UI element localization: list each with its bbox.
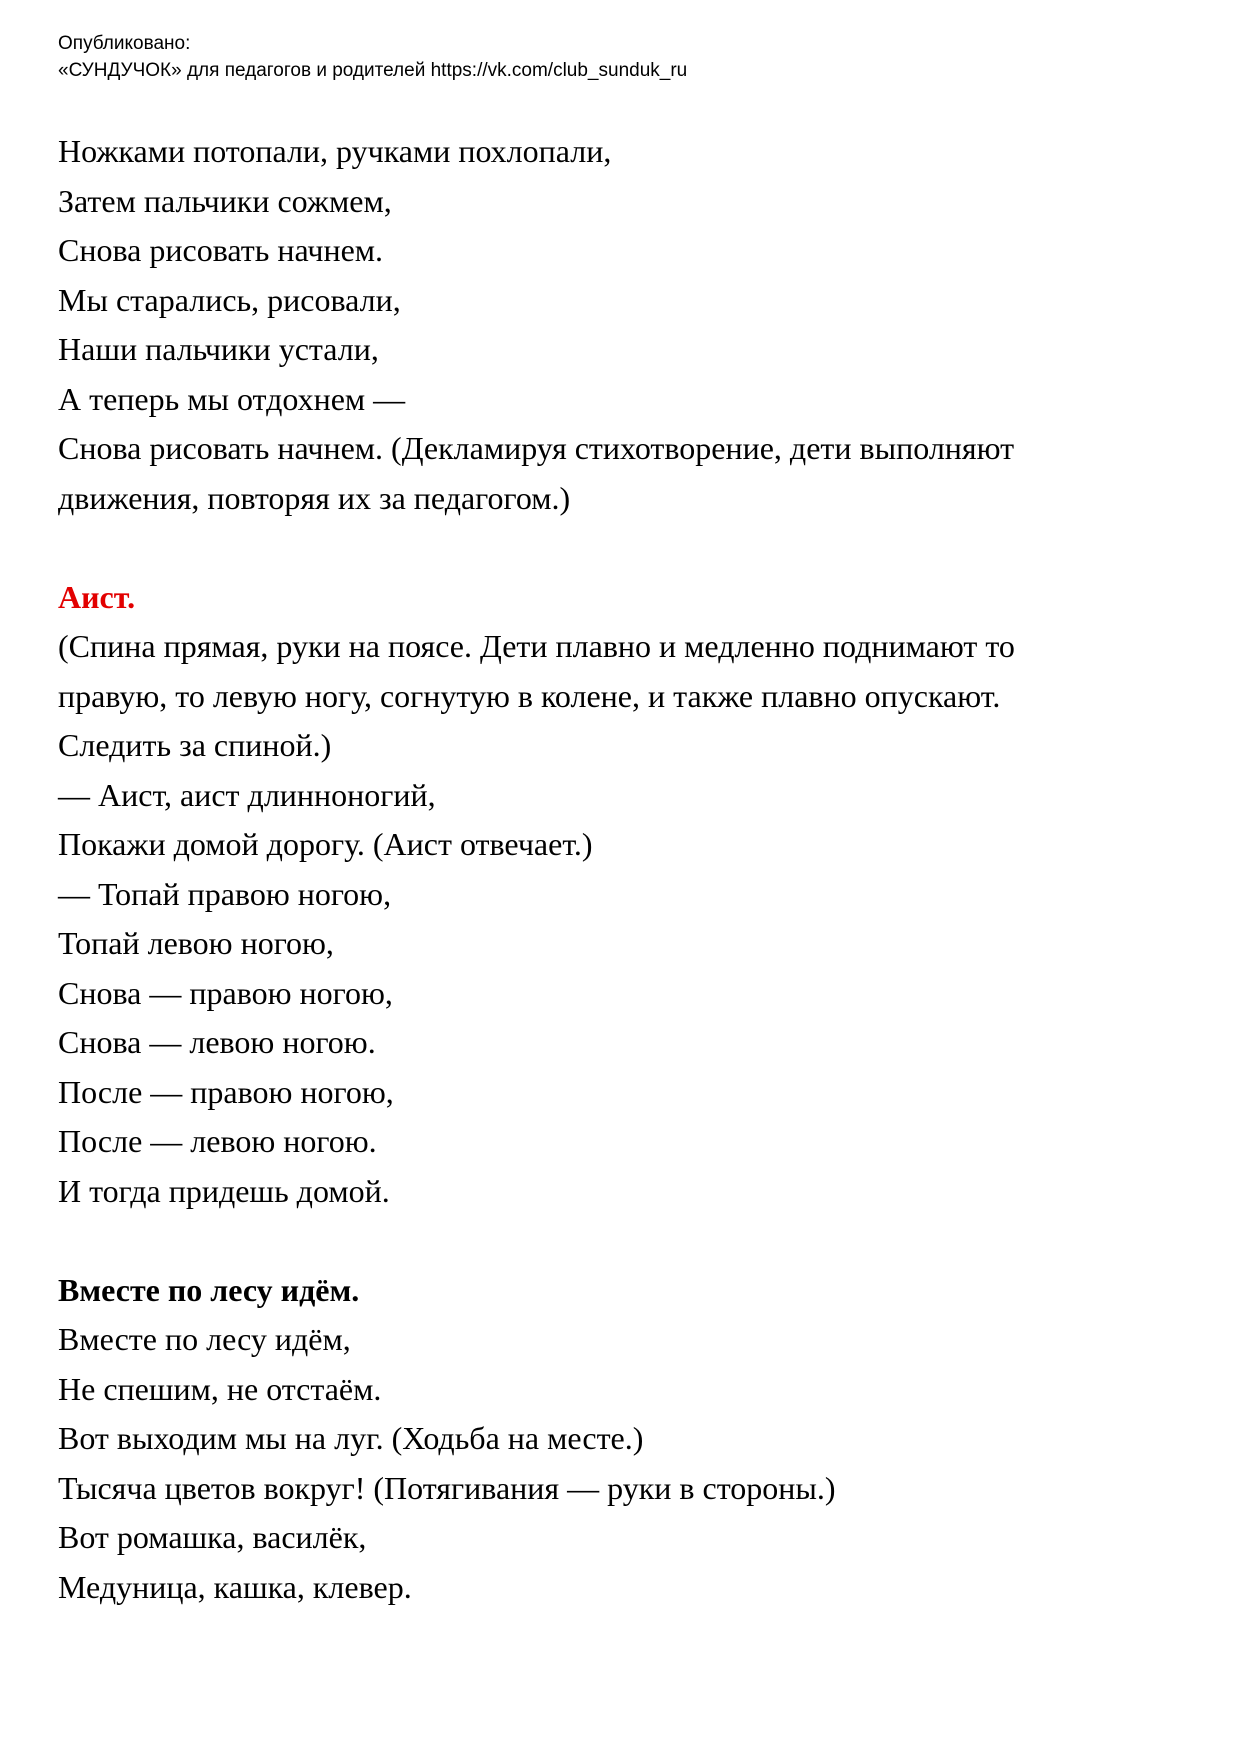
poem-line: И тогда придешь домой.	[58, 1172, 390, 1209]
poem-line: А теперь мы отдохнем —	[58, 380, 406, 417]
poem-line: Ножками потопали, ручками похлопали,	[58, 133, 612, 169]
publication-header	[58, 30, 1178, 84]
poem-line: Мы старались, рисовали,	[58, 281, 401, 318]
header-source-line: «СУНДУЧОК» для педагогов и родителей https://vk.com/club_sunduk_ru	[58, 60, 688, 81]
poem-line: Не спешим, не отстаём.	[58, 1370, 382, 1407]
poem-line: Вот ромашка, василёк,	[58, 1519, 367, 1555]
section-forest-walk	[58, 1266, 1198, 1613]
poem-line: — Аист, аист длинноногий,	[58, 776, 436, 813]
poem-line: Топай левою ногою,	[58, 925, 334, 961]
poem-line: Тысяча цветов вокруг! (Потягивания — руки в стороны.)	[58, 1469, 836, 1506]
section-title-stork: Аист.	[58, 578, 136, 615]
paragraph-gap	[58, 1216, 1198, 1266]
poem-line: Вот выходим мы на луг. (Ходьба на месте.)	[58, 1420, 644, 1456]
poem-line: Медуница, кашка, клевер.	[58, 1568, 412, 1605]
poem-line: Снова — левою ногою.	[58, 1024, 376, 1060]
poem-line: движения, повторяя их за педагогом.)	[58, 479, 571, 516]
poem-line: Вместе по лесу идём,	[58, 1321, 351, 1357]
poem-line: Следить за спиной.)	[58, 727, 332, 763]
section-stork	[58, 573, 1198, 1217]
section-poem-fingers	[58, 127, 1198, 523]
paragraph-gap	[58, 523, 1198, 573]
poem-line: (Спина прямая, руки на поясе. Дети плавно и медленно поднимают то	[58, 628, 1015, 664]
poem-line: Снова рисовать начнем.	[58, 232, 384, 268]
document-body	[58, 127, 1198, 1612]
poem-line: Затем пальчики сожмем,	[58, 182, 392, 219]
poem-line: — Топай правою ногою,	[58, 875, 392, 912]
poem-line: Снова рисовать начнем. (Декламируя стихотворение, дети выполняют	[58, 430, 1015, 466]
poem-line: Покажи домой дорогу. (Аист отвечает.)	[58, 826, 593, 862]
section-title-forest: Вместе по лесу идём.	[58, 1271, 360, 1308]
poem-line: Наши пальчики устали,	[58, 331, 379, 367]
poem-line: Снова — правою ногою,	[58, 974, 393, 1011]
poem-line: правую, то левую ногу, согнутую в колене, и также плавно опускают.	[58, 677, 1001, 714]
poem-line: После — правою ногою,	[58, 1073, 394, 1110]
poem-line: После — левою ногою.	[58, 1123, 377, 1159]
header-published-label: Опубликовано:	[58, 33, 191, 54]
